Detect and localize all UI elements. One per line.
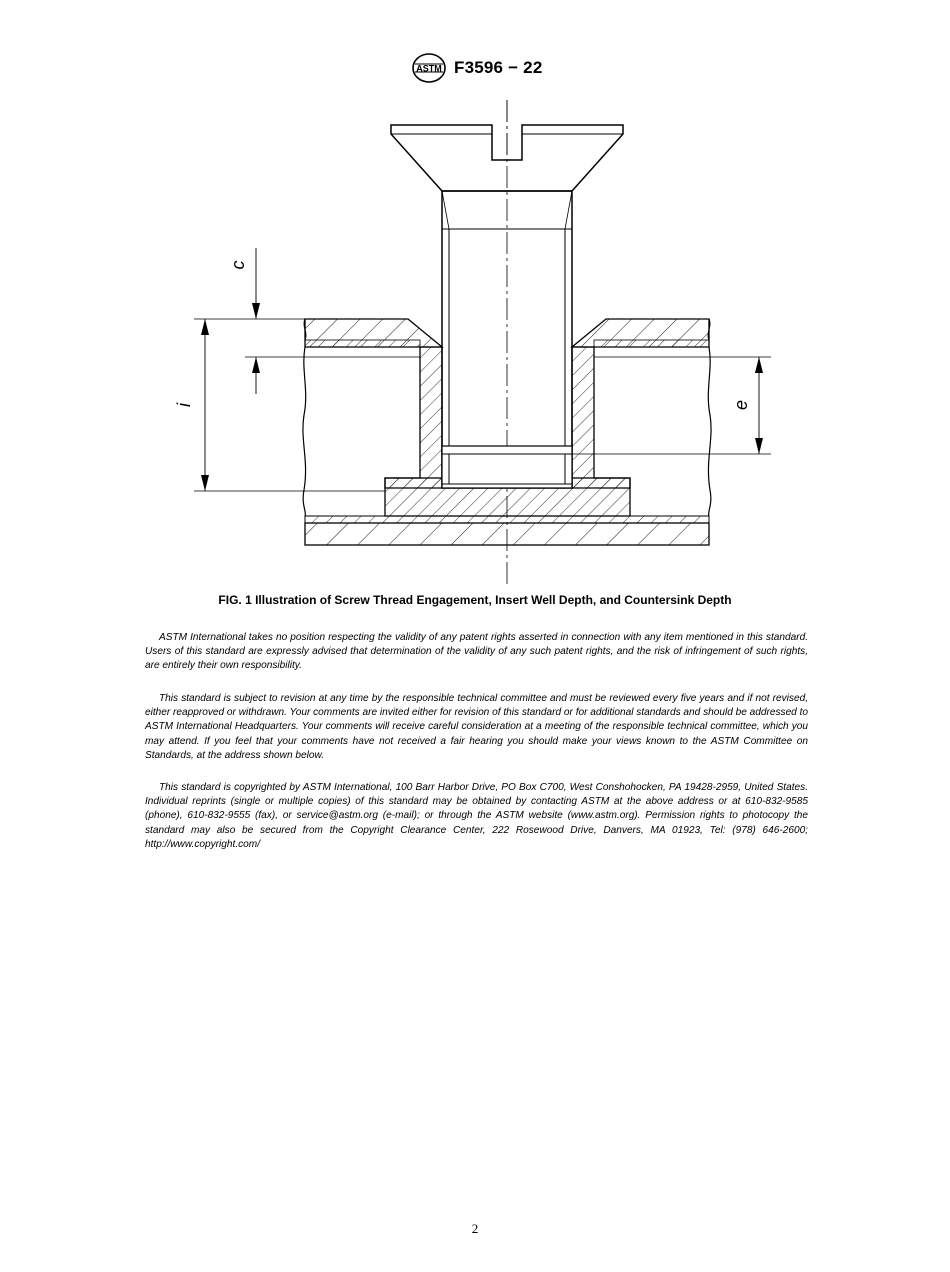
standard-designation: F3596 − 22 xyxy=(454,58,543,77)
figure-caption: FIG. 1 Illustration of Screw Thread Engagement, Insert Well Depth, and Countersink Depth xyxy=(218,593,732,607)
patent-notice: ASTM International takes no position respecting the validity of any patent rights asserted in connection with any item mentioned in this standard. Users of this standard are expressly advised that determination of the validity of any such patent rights, and the risk of infringement of such rights, are entirely their own responsibility. xyxy=(145,632,808,672)
screw-engagement-figure xyxy=(0,0,950,600)
dimension-label-e: e xyxy=(731,399,751,411)
insert-left-wall xyxy=(385,347,442,488)
dimension-label-c: c xyxy=(228,260,248,270)
revision-notice: This standard is subject to revision at any time by the responsible technical committee and must be reviewed every five years and if not revised, either reapproved or withdrawn. Your comments are invited either for revision of this standard or for additional standards and should be addressed to ASTM International Headquarters. Your comments will receive careful consideration at a meeting of the responsible technical committee, which you may attend. If you feel that your comments have not received a fair hearing you should make your views known to the ASTM Committee on Standards, at the address shown below. xyxy=(145,693,809,761)
svg-text:ASTM: ASTM xyxy=(416,63,442,74)
insert-right-wall xyxy=(572,347,630,488)
bottom-skin xyxy=(305,523,709,545)
copyright-notice: This standard is copyrighted by ASTM International, 100 Barr Harbor Drive, PO Box C700, West Conshohocken, PA 19428-2959, United States. Individual reprints (single or multiple copies) of this standard may be obtained by contacting ASTM at the above address or at 610-832-9585 (phone), 610-832-9555 (fax), or service@astm.org (e-mail); or through the ASTM website (www.astm.org). Permission rights to photocopy the standard may also be secured from the Copyright Clearance Center, 222 Rosewood Drive, Danvers, MA 01923, Tel: (978) 646-2600; http://www.copyright.com/ xyxy=(145,782,808,850)
bottom-skin-upper xyxy=(305,516,709,523)
page-number: 2 xyxy=(471,1221,479,1236)
dimension-label-i: i xyxy=(174,403,194,407)
